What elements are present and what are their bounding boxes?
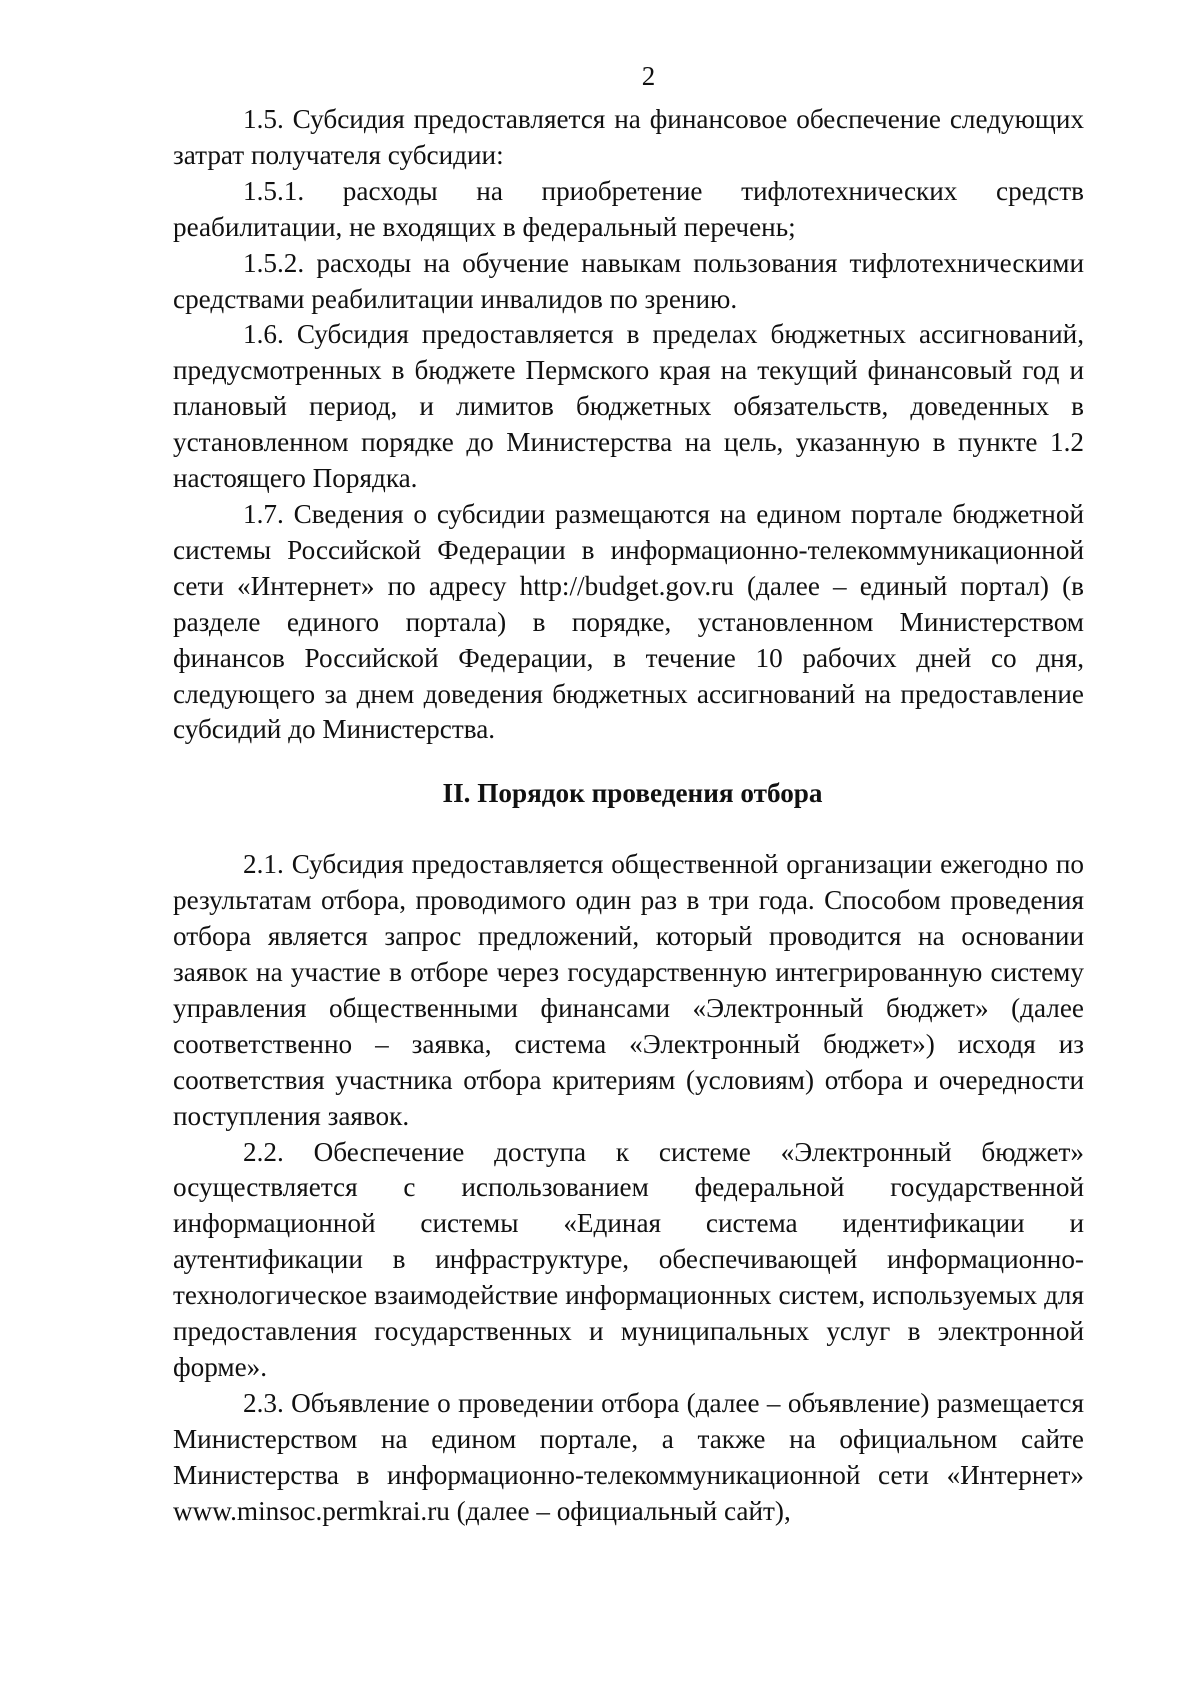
section-2-heading: II. Порядок проведения отбора bbox=[442, 778, 823, 809]
page-number: 2 bbox=[641, 61, 656, 91]
section-2-body bbox=[173, 847, 1084, 1529]
paragraph-1-5-1: 1.5.1. расходы на приобретение тифлотехнических средств реабилитации, не входящих в федеральный перечень; bbox=[173, 175, 1084, 242]
paragraph-2-2: 2.2. Обеспечение доступа к системе «Электронный бюджет» осуществляется с использованием федеральной государственной информационной системы «Единая система идентификации и аутентификации в инфраструктуре, обеспечивающей информационно-технологическое взаимодействие информационных систем, используемых для предоставления государственных и муниципальных услуг в электронной форме». bbox=[173, 1136, 1084, 1382]
section-1-body bbox=[173, 102, 1084, 748]
paragraph-1-5: 1.5. Субсидия предоставляется на финансовое обеспечение следующих затрат получателя субсидии: bbox=[173, 104, 1084, 170]
paragraph-1-5-2: 1.5.2. расходы на обучение навыкам пользования тифлотехническими средствами реабилитации инвалидов по зрению. bbox=[173, 247, 1084, 314]
paragraph-1-6: 1.6. Субсидия предоставляется в пределах бюджетных ассигнований, предусмотренных в бюджете Пермского края на текущий финансовый год и плановый период, и лимитов бюджетных обязательств, доведенных в установленном порядке до Министерства на цель, указанную в пункте 1.2 настоящего Порядка. bbox=[173, 319, 1084, 494]
paragraph-1-7: 1.7. Сведения о субсидии размещаются на едином портале бюджетной системы Российской Федерации в информационно-телекоммуникационной сети «Интернет» по адресу http://budget.gov.ru (далее – единый портал) (в разделе единого портала) в порядке, установленном Министерством финансов Российской Федерации, в течение 10 рабочих дней со дня, следующего за днем доведения бюджетных ассигнований на предоставление субсидий до Министерства. bbox=[173, 498, 1084, 745]
paragraph-2-1: 2.1. Субсидия предоставляется общественной организации ежегодно по результатам отбора, проводимого один раз в три года. Способом проведения отбора является запрос предложений, который проводится на основании заявок на участие в отборе через государственную интегрированную систему управления общественными финансами «Электронный бюджет» (далее соответственно – заявка, система «Электронный бюджет») исходя из соответствия участника отбора критериям (условиям) отбора и очередности поступления заявок. bbox=[173, 849, 1084, 1131]
paragraph-2-3: 2.3. Объявление о проведении отбора (далее – объявление) размещается Министерством на едином портале, а также на официальном сайте Министерства в информационно-телекоммуникационной сети «Интернет» www.minsoc.permkrai.ru (далее – официальный сайт), bbox=[173, 1387, 1084, 1526]
